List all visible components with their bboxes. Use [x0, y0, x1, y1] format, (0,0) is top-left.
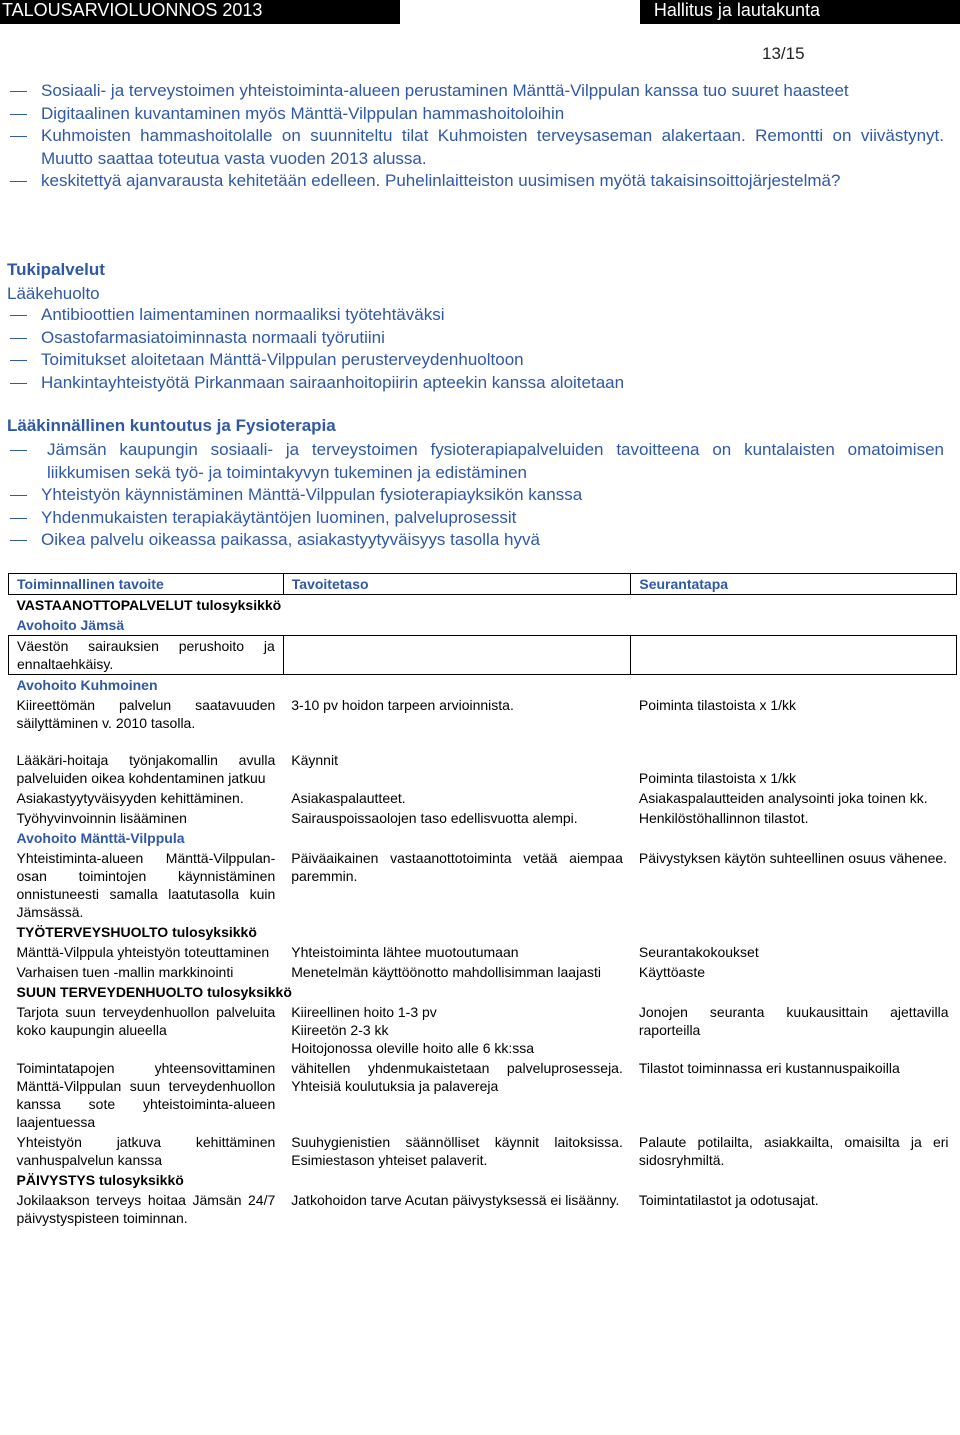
- table-cell: Väestön sairauksien perushoito ja ennaltaehkäisy.: [9, 636, 284, 675]
- unit-title-row: [9, 1170, 957, 1190]
- kuntoutus-bullet-list: [0, 439, 960, 552]
- table-cell: Asiakastyytyväisyyden kehittäminen.: [16, 790, 244, 806]
- table-row: [9, 808, 957, 828]
- table-row: [9, 695, 957, 733]
- table-cell: Suuhygienistien säännölliset käynnit laitoksissa. Esimiestason yhteiset palaverit.: [291, 1134, 623, 1168]
- table-cell: Tilastot toiminnassa eri kustannuspaikoilla: [638, 1060, 900, 1076]
- unit-title: TYÖTERVEYSHUOLTO tulosyksikkö: [16, 924, 257, 940]
- tukipalvelut-bullet: Toimitukset aloitetaan Mänttä-Vilppulan perusterveydenhuoltoon: [0, 349, 960, 372]
- table-cell: Poiminta tilastoista x 1/kk: [638, 770, 797, 786]
- table-cell: Käyttöaste: [638, 964, 706, 980]
- goals-table: [8, 573, 957, 1228]
- table-cell: 3-10 pv hoidon tarpeen arvioinnista.: [291, 697, 514, 713]
- table-cell: Seurantakokoukset: [638, 944, 759, 960]
- section-title-tukipalvelut: Tukipalvelut: [7, 260, 105, 279]
- cell-line: Kiireellinen hoito 1-3 pv: [291, 1004, 437, 1020]
- table-row: [9, 788, 957, 808]
- tukipalvelut-bullet: Antibioottien laimentaminen normaaliksi työtehtäväksi: [0, 304, 960, 327]
- table-cell: Yhteistyön jatkuva kehittäminen vanhuspalvelun kanssa: [16, 1134, 276, 1168]
- subunit-title: Avohoito Jämsä: [16, 617, 125, 633]
- intro-bullet: keskitettyä ajanvarausta kehitetään edelleen. Puhelinlaitteiston uusimisen myötä takaisinsoittojärjestelmä?: [0, 170, 960, 193]
- intro-bullet: Digitaalinen kuvantaminen myös Mänttä-Vilppulan hammashoitoloihin: [0, 103, 960, 126]
- header-right-title: [640, 0, 960, 24]
- header-right-text: Hallitus ja lautakunta: [653, 0, 820, 20]
- intro-bullet: Sosiaali- ja terveystoimen yhteistoiminta-alueen perustaminen Mänttä-Vilppulan kanssa tuo suuret haasteet: [0, 80, 960, 103]
- table-cell: Tarjota suun terveydenhuollon palveluita koko kaupungin alueella: [16, 1004, 276, 1038]
- unit-title-row: [9, 922, 957, 942]
- subunit-title-row: [9, 675, 957, 696]
- table-row: [9, 962, 957, 982]
- table-cell: Henkilöstöhallinnon tilastot.: [638, 810, 809, 826]
- table-cell: Kiireettömän palvelun saatavuuden säilyttäminen v. 2010 tasolla.: [16, 697, 276, 731]
- intro-bullet: Kuhmoisten hammashoitolalle on suunniteltu tilat Kuhmoisten terveysaseman alakertaan. Remontti on viivästynyt. Muutto saattaa toteutua vasta vuoden 2013 alussa.: [0, 125, 960, 170]
- table-row: [9, 1002, 957, 1058]
- table-cell: [283, 1002, 631, 1058]
- column-header: Seurantatapa: [631, 574, 957, 595]
- kuntoutus-bullet: Yhdenmukaisten terapiakäytäntöjen luominen, palveluprosessit: [0, 507, 960, 530]
- table-cell: [631, 636, 957, 675]
- unit-title: VASTAANOTTOPALVELUT tulosyksikkö: [16, 597, 282, 613]
- table-cell: Palaute potilailta, asiakkailta, omaisilta ja eri sidosryhmiltä.: [638, 1134, 949, 1168]
- unit-title: PÄIVYSTYS tulosyksikkö: [16, 1172, 184, 1188]
- table-row: [9, 636, 957, 675]
- kuntoutus-bullet: Oikea palvelu oikeassa paikassa, asiakastyytyväisyys tasolla hyvä: [0, 529, 960, 552]
- table-cell: Päiväaikainen vastaanottotoiminta vetää aiempaa paremmin.: [291, 850, 623, 884]
- table-cell: Menetelmän käyttöönotto mahdollisimman laajasti: [291, 964, 601, 980]
- table-cell: Jatkohoidon tarve Acutan päivystyksessä ei lisäänny.: [291, 1192, 620, 1208]
- table-row: [9, 1058, 957, 1132]
- column-header: Toiminnallinen tavoite: [9, 574, 284, 595]
- table-cell: Mänttä-Vilppula yhteistyön toteuttaminen: [16, 944, 270, 960]
- table-cell: vähitellen yhdenmukaistetaan palveluprosesseja. Yhteisiä koulutuksia ja palavereja: [291, 1060, 623, 1094]
- kuntoutus-bullet: Jämsän kaupungin sosiaali- ja terveystoimen fysioterapiapalveluiden tavoitteena on kuntalaisten omatoimisen liikkumisen sekä työ- ja toimintakyvyn tukeminen ja edistäminen: [0, 439, 960, 484]
- table-header-row: [9, 574, 957, 595]
- table-cell: Päivystyksen käytön suhteellinen osuus vähenee.: [638, 850, 948, 866]
- cell-line: Kiireetön 2-3 kk: [291, 1022, 389, 1038]
- table-cell: Toimintatapojen yhteensovittaminen Mänttä-Vilppulan suun terveydenhuollon kanssa sote yhteistoiminta-alueen laajentuessa: [16, 1060, 276, 1130]
- table-cell: Asiakaspalautteet.: [291, 790, 406, 806]
- page-number: 13/15: [762, 44, 805, 63]
- table-cell: Poiminta tilastoista x 1/kk: [638, 697, 797, 713]
- subunit-title: Avohoito Mänttä-Vilppula: [16, 830, 185, 846]
- table-cell: Käynnit: [291, 752, 338, 768]
- tukipalvelut-bullet-list: [0, 304, 960, 394]
- table-cell: Sairauspoissaolojen taso edellisvuotta alempi.: [291, 810, 578, 826]
- table-cell: Lääkäri-hoitaja työnjakomallin avulla palveluiden oikea kohdentaminen jatkuu: [16, 752, 276, 786]
- table-row: [9, 848, 957, 922]
- table-row: [9, 733, 957, 788]
- unit-title-row: [9, 595, 957, 616]
- table-row: [9, 1190, 957, 1228]
- cell-line: Hoitojonossa oleville hoito alle 6 kk:ssa: [291, 1040, 535, 1056]
- intro-bullet-list: [0, 80, 960, 193]
- subunit-title-row: [9, 615, 957, 636]
- unit-title-row: [9, 982, 957, 1002]
- header-left-title: TALOUSARVIOLUONNOS 2013: [0, 0, 400, 24]
- table-cell: Jonojen seuranta kuukausittain ajettavilla raporteilla: [638, 1004, 949, 1038]
- column-header: Tavoitetaso: [283, 574, 631, 595]
- tukipalvelut-bullet: Osastofarmasiatoiminnasta normaali työrutiini: [0, 327, 960, 350]
- unit-title: SUUN TERVEYDENHUOLTO tulosyksikkö: [16, 984, 292, 1000]
- table-cell: Yhteistiminta-alueen Mänttä-Vilppulan-osan toimintojen käynnistäminen onnistuneesti samalla laatutasolla kuin Jämsässä.: [16, 850, 276, 920]
- table-cell: Yhteistoiminta lähtee muotoutumaan: [291, 944, 519, 960]
- table-cell: Varhaisen tuen -mallin markkinointi: [16, 964, 234, 980]
- subunit-title-row: [9, 828, 957, 848]
- subunit-title: Avohoito Kuhmoinen: [16, 677, 158, 693]
- table-row: [9, 1132, 957, 1170]
- section-title-kuntoutus: Lääkinnällinen kuntoutus ja Fysioterapia: [7, 416, 336, 435]
- subsection-title-laakehuolto: Lääkehuolto: [7, 284, 100, 303]
- table-cell: Työhyvinvoinnin lisääminen: [16, 810, 187, 826]
- table-row: [9, 942, 957, 962]
- table-cell: [283, 636, 631, 675]
- table-cell: Toimintatilastot ja odotusajat.: [638, 1192, 819, 1208]
- table-cell: Jokilaakson terveys hoitaa Jämsän 24/7 päivystyspisteen toiminnan.: [16, 1192, 276, 1226]
- tukipalvelut-bullet: Hankintayhteistyötä Pirkanmaan sairaanhoitopiirin apteekin kanssa aloitetaan: [0, 372, 960, 395]
- table-cell: Asiakaspalautteiden analysointi joka toinen kk.: [638, 790, 928, 806]
- kuntoutus-bullet: Yhteistyön käynnistäminen Mänttä-Vilppulan fysioterapiayksikön kanssa: [0, 484, 960, 507]
